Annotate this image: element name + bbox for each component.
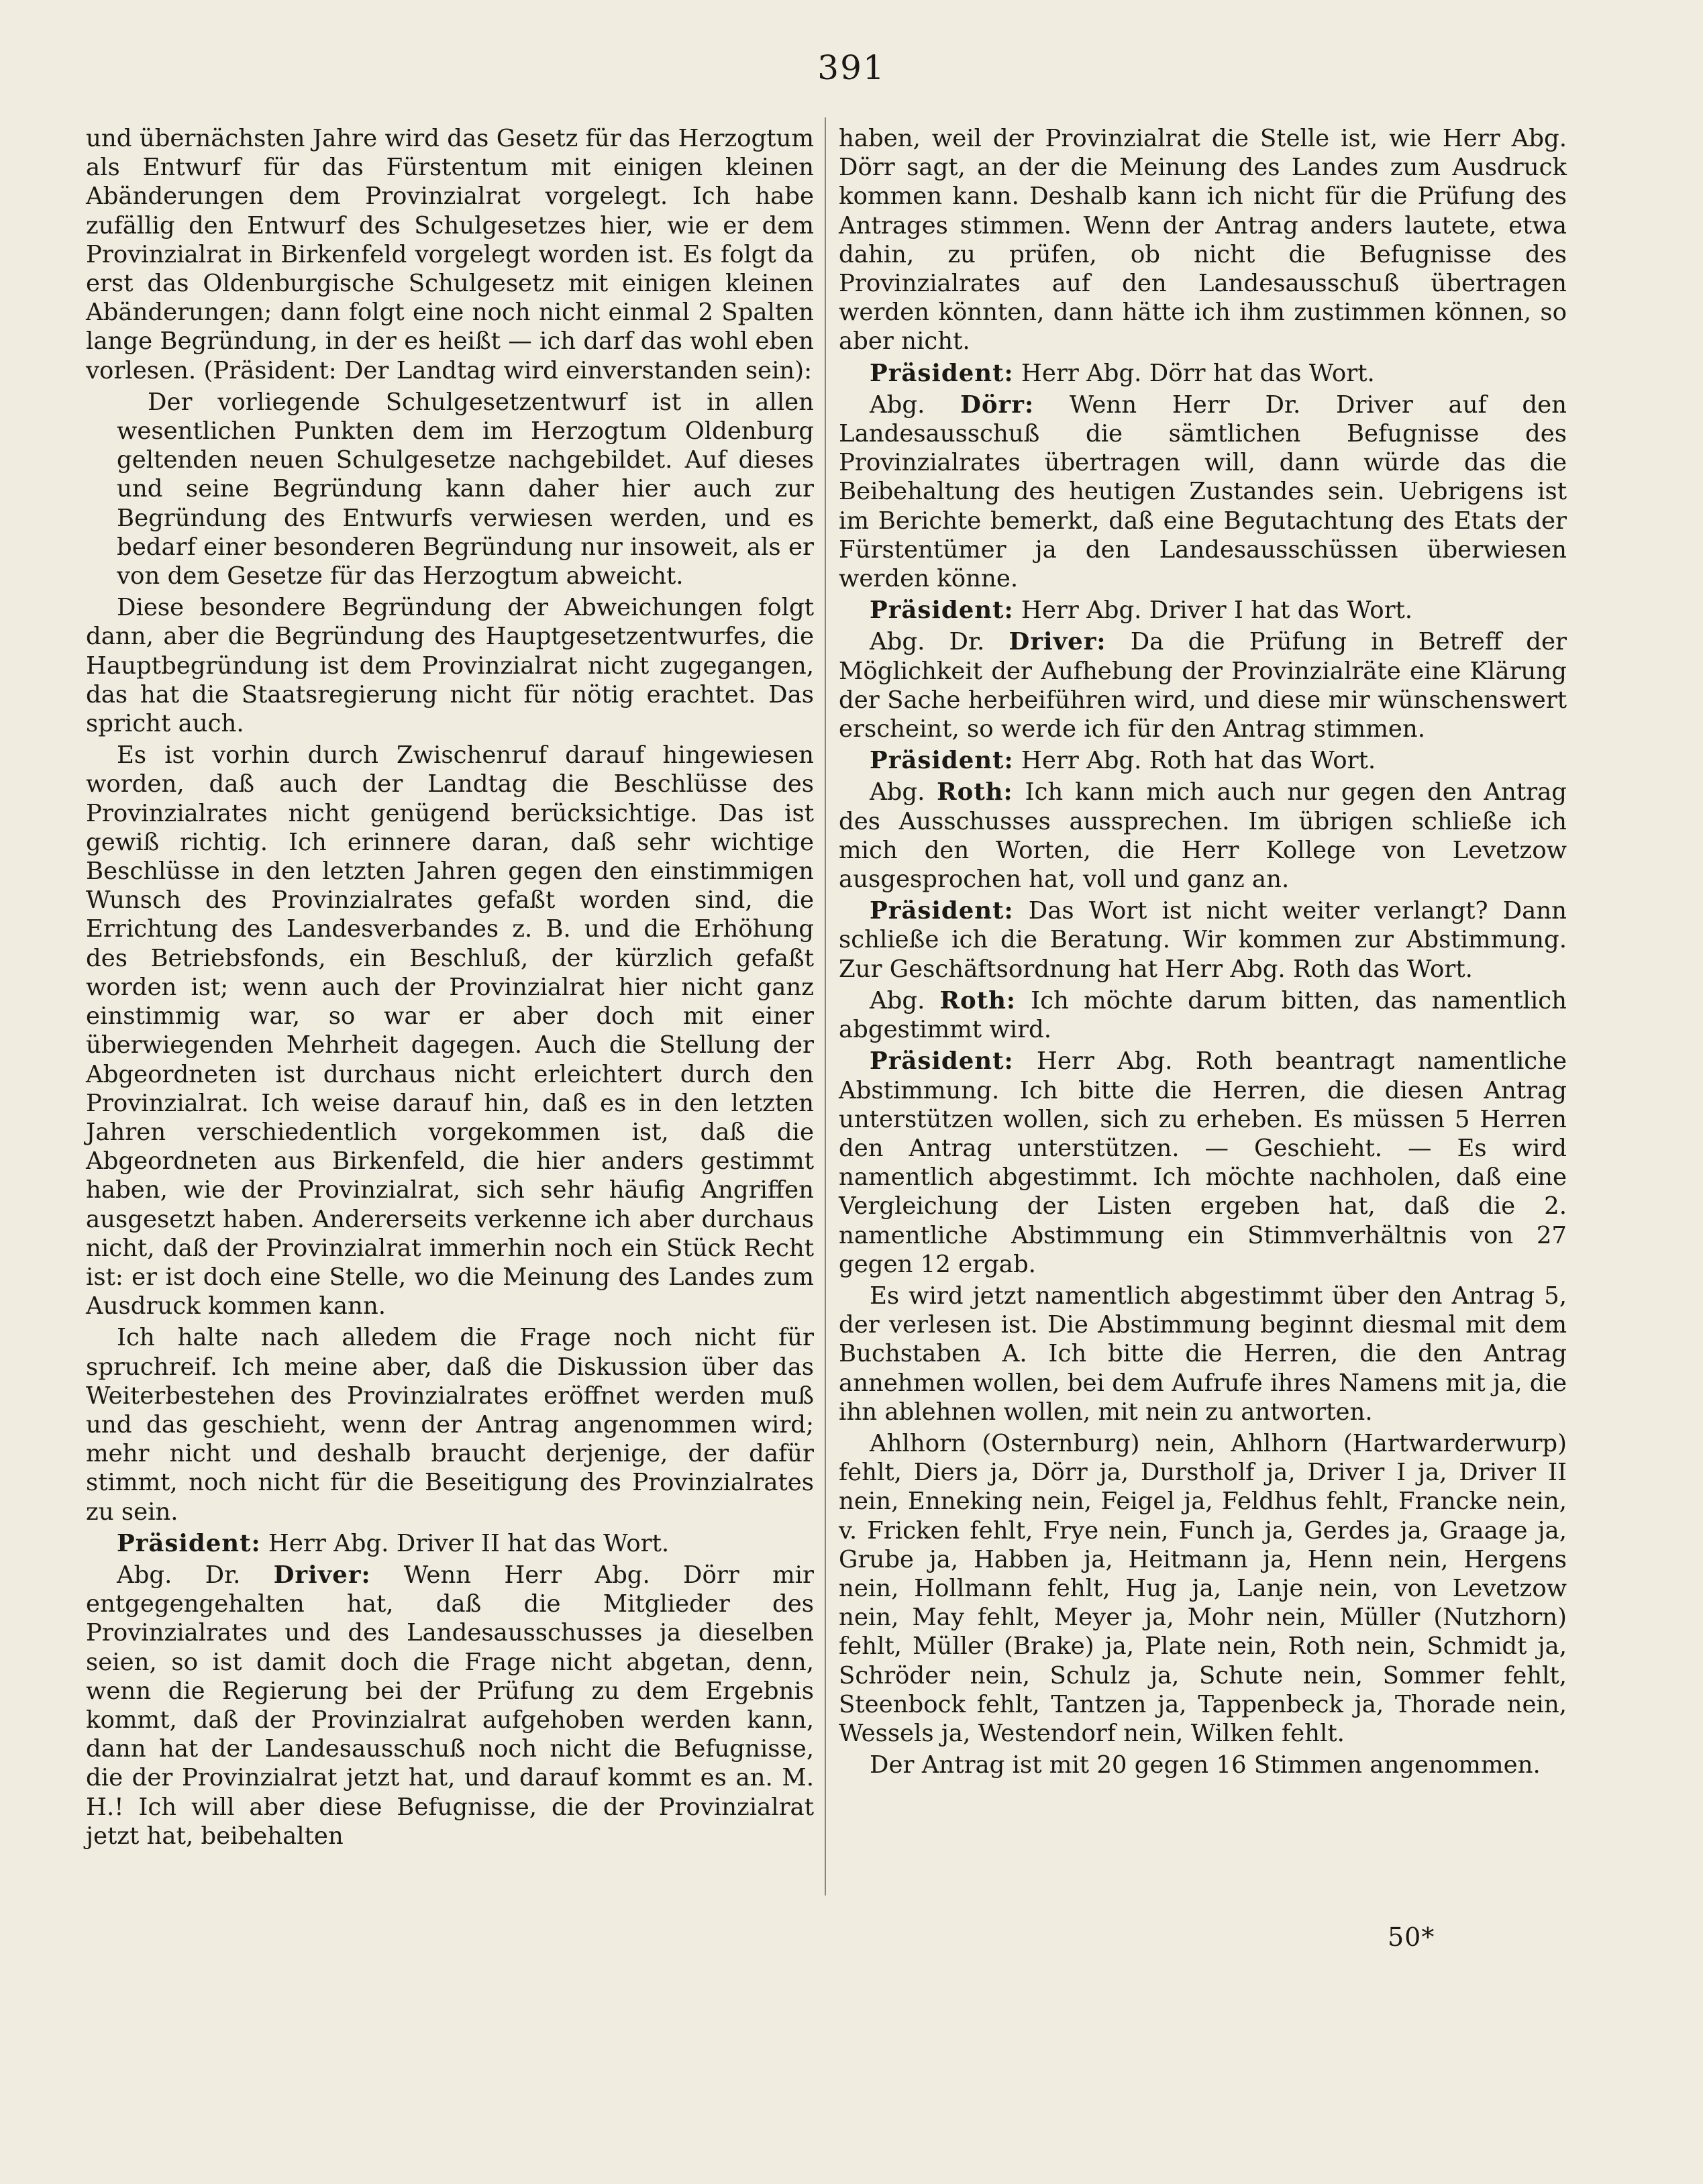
paragraph	[839, 1282, 1567, 1426]
paragraph-text: Der Antrag ist mit 20 gegen 16 Stimmen angenommen.	[870, 1751, 1541, 1779]
paragraph-text: Wenn Herr Abg. Dörr mir entgegengehalten hat, daß die Mitglieder des Provinzialrates und des Landesausschusses ja dieselben seien, so ist damit doch die Frage nicht abgetan, denn, wenn die Regierung bei der Prüfung zu dem Ergebnis kommt, daß der Provinzialrat aufgehoben werden kann, dann hat der Landesausschuß noch nicht die Befugnisse, die der Provinzialrat jetzt hat, und darauf kommt es an. M. H.! Ich will aber diese Befugnisse, die der Provinzialrat jetzt hat, beibehalten	[86, 1561, 814, 1850]
paragraph	[839, 1751, 1567, 1779]
speaker-title: Abg. Dr.	[870, 628, 985, 656]
speaker-name: Präsident:	[870, 747, 1014, 775]
speech-paragraph	[839, 596, 1567, 625]
speaker-title: Abg.	[870, 778, 925, 807]
speech-paragraph	[839, 746, 1567, 775]
speaker-title: Abg.	[870, 986, 925, 1015]
paragraph-text: Da die Prüfung in Betreff der Möglichkeit der Aufhebung der Provinzialräte eine Klärung der Sache herbeiführen wird, und diese mir wünschenswert erscheint, so werde ich für den Antrag stimmen.	[839, 628, 1567, 743]
right-column	[839, 124, 1567, 1782]
paragraph-text: Herr Abg. Roth hat das Wort.	[1021, 747, 1376, 775]
speaker-name: Driver:	[273, 1561, 371, 1589]
paragraph-text: und übernächsten Jahre wird das Gesetz für das Herzogtum als Entwurf für das Fürstentum mit einigen kleinen Abänderungen dem Provinzialrat vorgelegt. Ich habe zufällig den Entwurf des Schulgesetzes hier, wie er dem Provinzialrat in Birkenfeld vorgelegt worden ist. Es folgt da erst das Oldenburgische Schulgesetz mit einigen kleinen Abänderungen; dann folgt eine noch nicht einmal 2 Spalten lange Begründung, in der es heißt — ich darf das wohl eben vorlesen. (Präsident: Der Landtag wird einverstanden sein):	[86, 125, 814, 384]
speech-paragraph	[839, 986, 1567, 1044]
speaker-title: Abg.	[870, 391, 925, 419]
paragraph-text: Es ist vorhin durch Zwischenruf darauf hingewiesen worden, daß auch der Landtag die Beschlüsse des Provinzialrates nicht genügend berücksichtige. Das ist gewiß richtig. Ich erinnere daran, daß sehr wichtige Beschlüsse in den letzten Jahren gegen den einstimmigen Wunsch des Provinzialrates gefaßt worden sind, die Errichtung des Landesverbandes z. B. und die Erhöhung des Betriebsfonds, ein Beschluß, der kürzlich gefaßt worden ist; wenn auch der Provinzialrat hier nicht ganz einstimmig war, so war er aber doch mit einer überwiegenden Mehrheit dagegen. Auch die Stellung der Abgeordneten ist durchaus nicht erleichtert durch den Provinzialrat. Ich weise darauf hin, daß es in den letzten Jahren verschiedentlich vorgekommen ist, daß die Abgeordneten aus Birkenfeld, die hier anders gestimmt haben, wie der Provinzialrat, sich sehr häufig Angriffen ausgesetzt haben. Andererseits verkenne ich aber durchaus nicht, daß der Provinzialrat immerhin noch ein Stück Recht ist: er ist doch eine Stelle, wo die Meinung des Landes zum Ausdruck kommen kann.	[86, 741, 814, 1320]
paragraph-text: Herr Abg. Dörr hat das Wort.	[1021, 359, 1375, 387]
paragraph-text: Der vorliegende Schulgesetzentwurf ist in allen wesentlichen Punkten dem im Herzogtum Oldenburg geltenden neuen Schulgesetze nachgebildet. Auf dieses und seine Begründung kann daher hier auch zur Begründung des Entwurfs verwiesen werden, und es bedarf einer besonderen Begründung nur insoweit, als er von dem Gesetze für das Herzogtum abweicht.	[117, 388, 814, 590]
speaker-name: Präsident:	[870, 897, 1014, 925]
speaker-name: Präsident:	[870, 596, 1014, 625]
speech-paragraph	[86, 1529, 814, 1558]
speaker-name: Präsident:	[117, 1529, 261, 1557]
speaker-name: Präsident:	[870, 359, 1014, 387]
paragraph-text: Herr Abg. Driver II hat das Wort.	[268, 1529, 670, 1557]
speech-paragraph	[839, 778, 1567, 894]
paragraph	[839, 1429, 1567, 1748]
paragraph-text: haben, weil der Provinzialrat die Stelle ist, wie Herr Abg. Dörr sagt, an der die Meinung des Landes zum Ausdruck kommen kann. Deshalb kann ich nicht für die Prüfung des Antrages stimmen. Wenn der Antrag anders lautete, etwa dahin, zu prüfen, ob nicht die Befugnisse des Provinzialrates auf den Landesausschuß übertragen werden könnten, dann hätte ich ihm zustimmen können, so aber nicht.	[839, 125, 1567, 356]
paragraph-text: Es wird jetzt namentlich abgestimmt über den Antrag 5, der verlesen ist. Die Abstimmung beginnt diesmal mit dem Buchstaben A. Ich bitte die Herren, die den Antrag annehmen wollen, bei dem Aufrufe ihres Namens mit ja, die ihn ablehnen wollen, mit nein zu antworten.	[839, 1282, 1567, 1426]
speech-paragraph	[839, 627, 1567, 743]
signature-mark: 50*	[1388, 1922, 1435, 1952]
paragraph-text: Ahlhorn (Osternburg) nein, Ahlhorn (Hartwarderwurp) fehlt, Diers ja, Dörr ja, Durstholf ja, Driver I ja, Driver II nein, Enneking nein, Feigel ja, Feldhus fehlt, Francke nein, v. Fricken fehlt, Frye nein, Funch ja, Gerdes ja, Graage ja, Grube ja, Habben ja, Heitmann ja, Henn nein, Hergens nein, Hollmann fehlt, Hug ja, Lanje nein, von Levetzow nein, May fehlt, Meyer ja, Mohr nein, Müller (Nutzhorn) fehlt, Müller (Brake) ja, Plate nein, Roth nein, Schmidt ja, Schröder nein, Schulz ja, Schute nein, Sommer fehlt, Steenbock fehlt, Tantzen ja, Tappenbeck ja, Thorade nein, Wessels ja, Westendorf nein, Wilken fehlt.	[839, 1429, 1567, 1747]
paragraph-text: Ich halte nach alledem die Frage noch nicht für spruchreif. Ich meine aber, daß die Diskussion über das Weiterbestehen des Provinzialrates eröffnet werden muß und das geschieht, wenn der Antrag angenommen wird; mehr nicht und deshalb braucht derjenige, der dafür stimmt, noch nicht für die Beseitigung des Provinzialrates zu sein.	[86, 1324, 814, 1526]
speaker-name: Präsident:	[870, 1047, 1014, 1076]
paragraph-text: Ich kann mich auch nur gegen den Antrag des Ausschusses aussprechen. Im übrigen schließe ich mich den Worten, die Herr Kollege von Levetzow ausgesprochen hat, voll und ganz an.	[839, 778, 1567, 894]
speech-paragraph	[839, 896, 1567, 984]
paragraph	[86, 1323, 814, 1526]
paragraph	[86, 741, 814, 1320]
speaker-title: Abg. Dr.	[117, 1561, 241, 1589]
quoted-passage	[86, 388, 814, 590]
speaker-name: Dörr:	[960, 391, 1035, 419]
paragraph-text: Das Wort ist nicht weiter verlangt? Dann schließe ich die Beratung. Wir kommen zur Abstimmung. Zur Geschäftsordnung hat Herr Abg. Roth das Wort.	[839, 897, 1567, 983]
speech-paragraph	[839, 359, 1567, 388]
paragraph-text: Ich möchte darum bitten, das namentlich abgestimmt wird.	[839, 986, 1567, 1044]
left-column	[86, 124, 814, 1853]
paragraph-text: Herr Abg. Driver I hat das Wort.	[1021, 596, 1413, 625]
speech-paragraph	[839, 391, 1567, 593]
speech-paragraph	[839, 1047, 1567, 1279]
paragraph	[839, 124, 1567, 356]
speech-paragraph	[86, 1561, 814, 1851]
paragraph-text: Wenn Herr Dr. Driver auf den Landesausschuß die sämtlichen Befugnisse des Provinzialrates übertragen will, dann würde das die Beibehaltung des heutigen Zustandes sein. Uebrigens ist im Berichte bemerkt, daß eine Begutachtung des Etats der Fürstentümer ja den Landesausschüssen überwiesen werden könne.	[839, 391, 1567, 593]
paragraph	[86, 593, 814, 738]
paragraph-text: Diese besondere Begründung der Abweichungen folgt dann, aber die Begründung des Hauptgesetzentwurfes, die Hauptbegründung ist dem Provinzialrat nicht zugegangen, das hat die Staatsregierung nicht für nötig erachtet. Das spricht auch.	[86, 594, 814, 738]
paragraph-text: Herr Abg. Roth beantragt namentliche Abstimmung. Ich bitte die Herren, die diesen Antrag unterstützen wollen, sich zu erheben. Es müssen 5 Herren den Antrag unterstützen. — Geschieht. — Es wird namentlich abgestimmt. Ich möchte nachholen, daß eine Vergleichung der Listen ergeben hat, daß die 2. namentliche Abstimmung ein Stimmverhältnis von 27 gegen 12 ergab.	[839, 1047, 1567, 1278]
page-number: 391	[817, 48, 886, 87]
column-divider	[825, 117, 826, 1895]
speaker-name: Roth:	[939, 986, 1016, 1015]
speaker-name: Driver:	[1009, 628, 1106, 656]
speaker-name: Roth:	[937, 778, 1013, 807]
paragraph	[86, 124, 814, 385]
